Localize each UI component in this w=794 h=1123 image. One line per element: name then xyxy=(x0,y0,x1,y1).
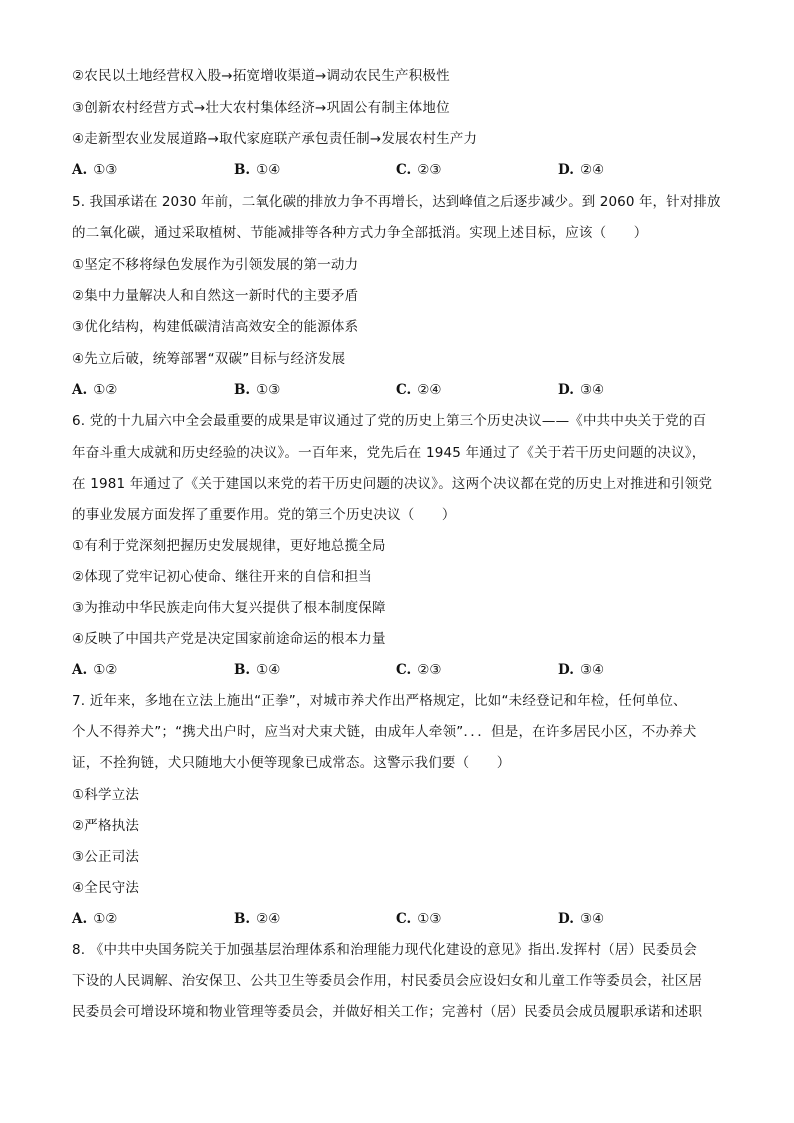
q6-option-d: D. ③④ xyxy=(558,662,605,678)
q7-stem-line-3: 证，不拴狗链，犬只随地大小便等现象已成常态。这警示我们要（ ） xyxy=(72,755,511,771)
q5-item-4: ④先立后破，统筹部署“双碳”目标与经济发展 xyxy=(72,351,346,367)
q6-item-1: ①有利于党深刻把握历史发展规律，更好地总揽全局 xyxy=(72,538,386,554)
q6-option-a: A. ①② xyxy=(72,662,118,678)
q7-item-4: ④全民守法 xyxy=(72,880,140,896)
q6-item-3: ③为推动中华民族走向伟大复兴提供了根本制度保障 xyxy=(72,600,386,616)
q7-item-3: ③公正司法 xyxy=(72,849,140,865)
q7-stem-line-2: 个人不得养犬”；“携犬出户时，应当对犬束犬链，由成年人牵领”．．．但是，在许多居民小区，不办养犬 xyxy=(72,724,697,740)
q5-option-b: B. ①③ xyxy=(234,382,281,398)
q5-option-c: C. ②④ xyxy=(396,382,442,398)
q7-options xyxy=(72,909,722,929)
q5-stem-line-1: 5. 我国承诺在 2030 年前，二氧化碳的排放力争不再增长，达到峰值之后逐步减少。到 2060 年，针对排放 xyxy=(72,194,721,210)
q5-option-d: D. ③④ xyxy=(558,382,605,398)
q5-item-2: ②集中力量解决人和自然这一新时代的主要矛盾 xyxy=(72,288,359,304)
q4-options xyxy=(72,160,722,180)
q5-option-a: A. ①② xyxy=(72,382,118,398)
q8-stem-line-1: 8. 《中共中央国务院关于加强基层治理体系和治理能力现代化建设的意见》指出.发挥村（居）民委员会 xyxy=(72,942,698,958)
q8-stem-line-2: 下设的人民调解、治安保卫、公共卫生等委员会作用，村民委员会应设妇女和儿童工作等委员会，社区居 xyxy=(72,973,703,989)
q7-stem-line-1: 7. 近年来，多地在立法上施出“正拳”，对城市养犬作出严格规定，比如“未经登记和年检，任何单位、 xyxy=(72,693,687,709)
q6-stem-line-3: 在 1981 年通过了《关于建国以来党的若干历史问题的决议》。这两个决议都在党的历史上对推进和引领党 xyxy=(72,476,713,492)
q8-stem-line-3: 民委员会可增设环境和物业管理等委员会，并做好相关工作；完善村（居）民委员会成员履职承诺和述职 xyxy=(72,1004,703,1020)
q5-stem-line-2: 的二氧化碳，通过采取植树、节能减排等各种方式力争全部抵消。实现上述目标，应该（ ） xyxy=(72,225,648,241)
q6-stem-line-4: 的事业发展方面发挥了重要作用。党的第三个历史决议（ ） xyxy=(72,507,456,523)
q7-item-1: ①科学立法 xyxy=(72,787,140,803)
q6-option-b: B. ①④ xyxy=(234,662,281,678)
q4-option-d: D. ②④ xyxy=(558,162,605,178)
q5-item-1: ①坚定不移将绿色发展作为引领发展的第一动力 xyxy=(72,257,359,273)
q4-option-c: C. ②③ xyxy=(396,162,442,178)
q4-item-3: ③创新农村经营方式→壮大农村集体经济→巩固公有制主体地位 xyxy=(72,100,450,116)
q5-item-3: ③优化结构，构建低碳清洁高效安全的能源体系 xyxy=(72,319,359,335)
q6-options xyxy=(72,660,722,680)
q7-item-2: ②严格执法 xyxy=(72,818,140,834)
q6-item-4: ④反映了中国共产党是决定国家前途命运的根本力量 xyxy=(72,631,386,647)
q7-option-c: C. ①③ xyxy=(396,911,442,927)
q4-option-a: A. ①③ xyxy=(72,162,118,178)
q6-item-2: ②体现了党牢记初心使命、继往开来的自信和担当 xyxy=(72,569,373,585)
q4-item-2: ②农民以土地经营权入股→拓宽增收渠道→调动农民生产积极性 xyxy=(72,68,450,84)
q5-options xyxy=(72,380,722,400)
q7-option-d: D. ③④ xyxy=(558,911,605,927)
q6-stem-line-1: 6. 党的十九届六中全会最重要的成果是审议通过了党的历史上第三个历史决议——《中共中央关于党的百 xyxy=(72,413,707,429)
q7-option-a: A. ①② xyxy=(72,911,118,927)
q6-option-c: C. ②③ xyxy=(396,662,442,678)
q4-option-b: B. ①④ xyxy=(234,162,281,178)
q4-item-4: ④走新型农业发展道路→取代家庭联产承包责任制→发展农村生产力 xyxy=(72,131,478,147)
q7-option-b: B. ②④ xyxy=(234,911,281,927)
q6-stem-line-2: 年奋斗重大成就和历史经验的决议》。一百年来，党先后在 1945 年通过了《关于若干历史问题的决议》， xyxy=(72,445,706,461)
